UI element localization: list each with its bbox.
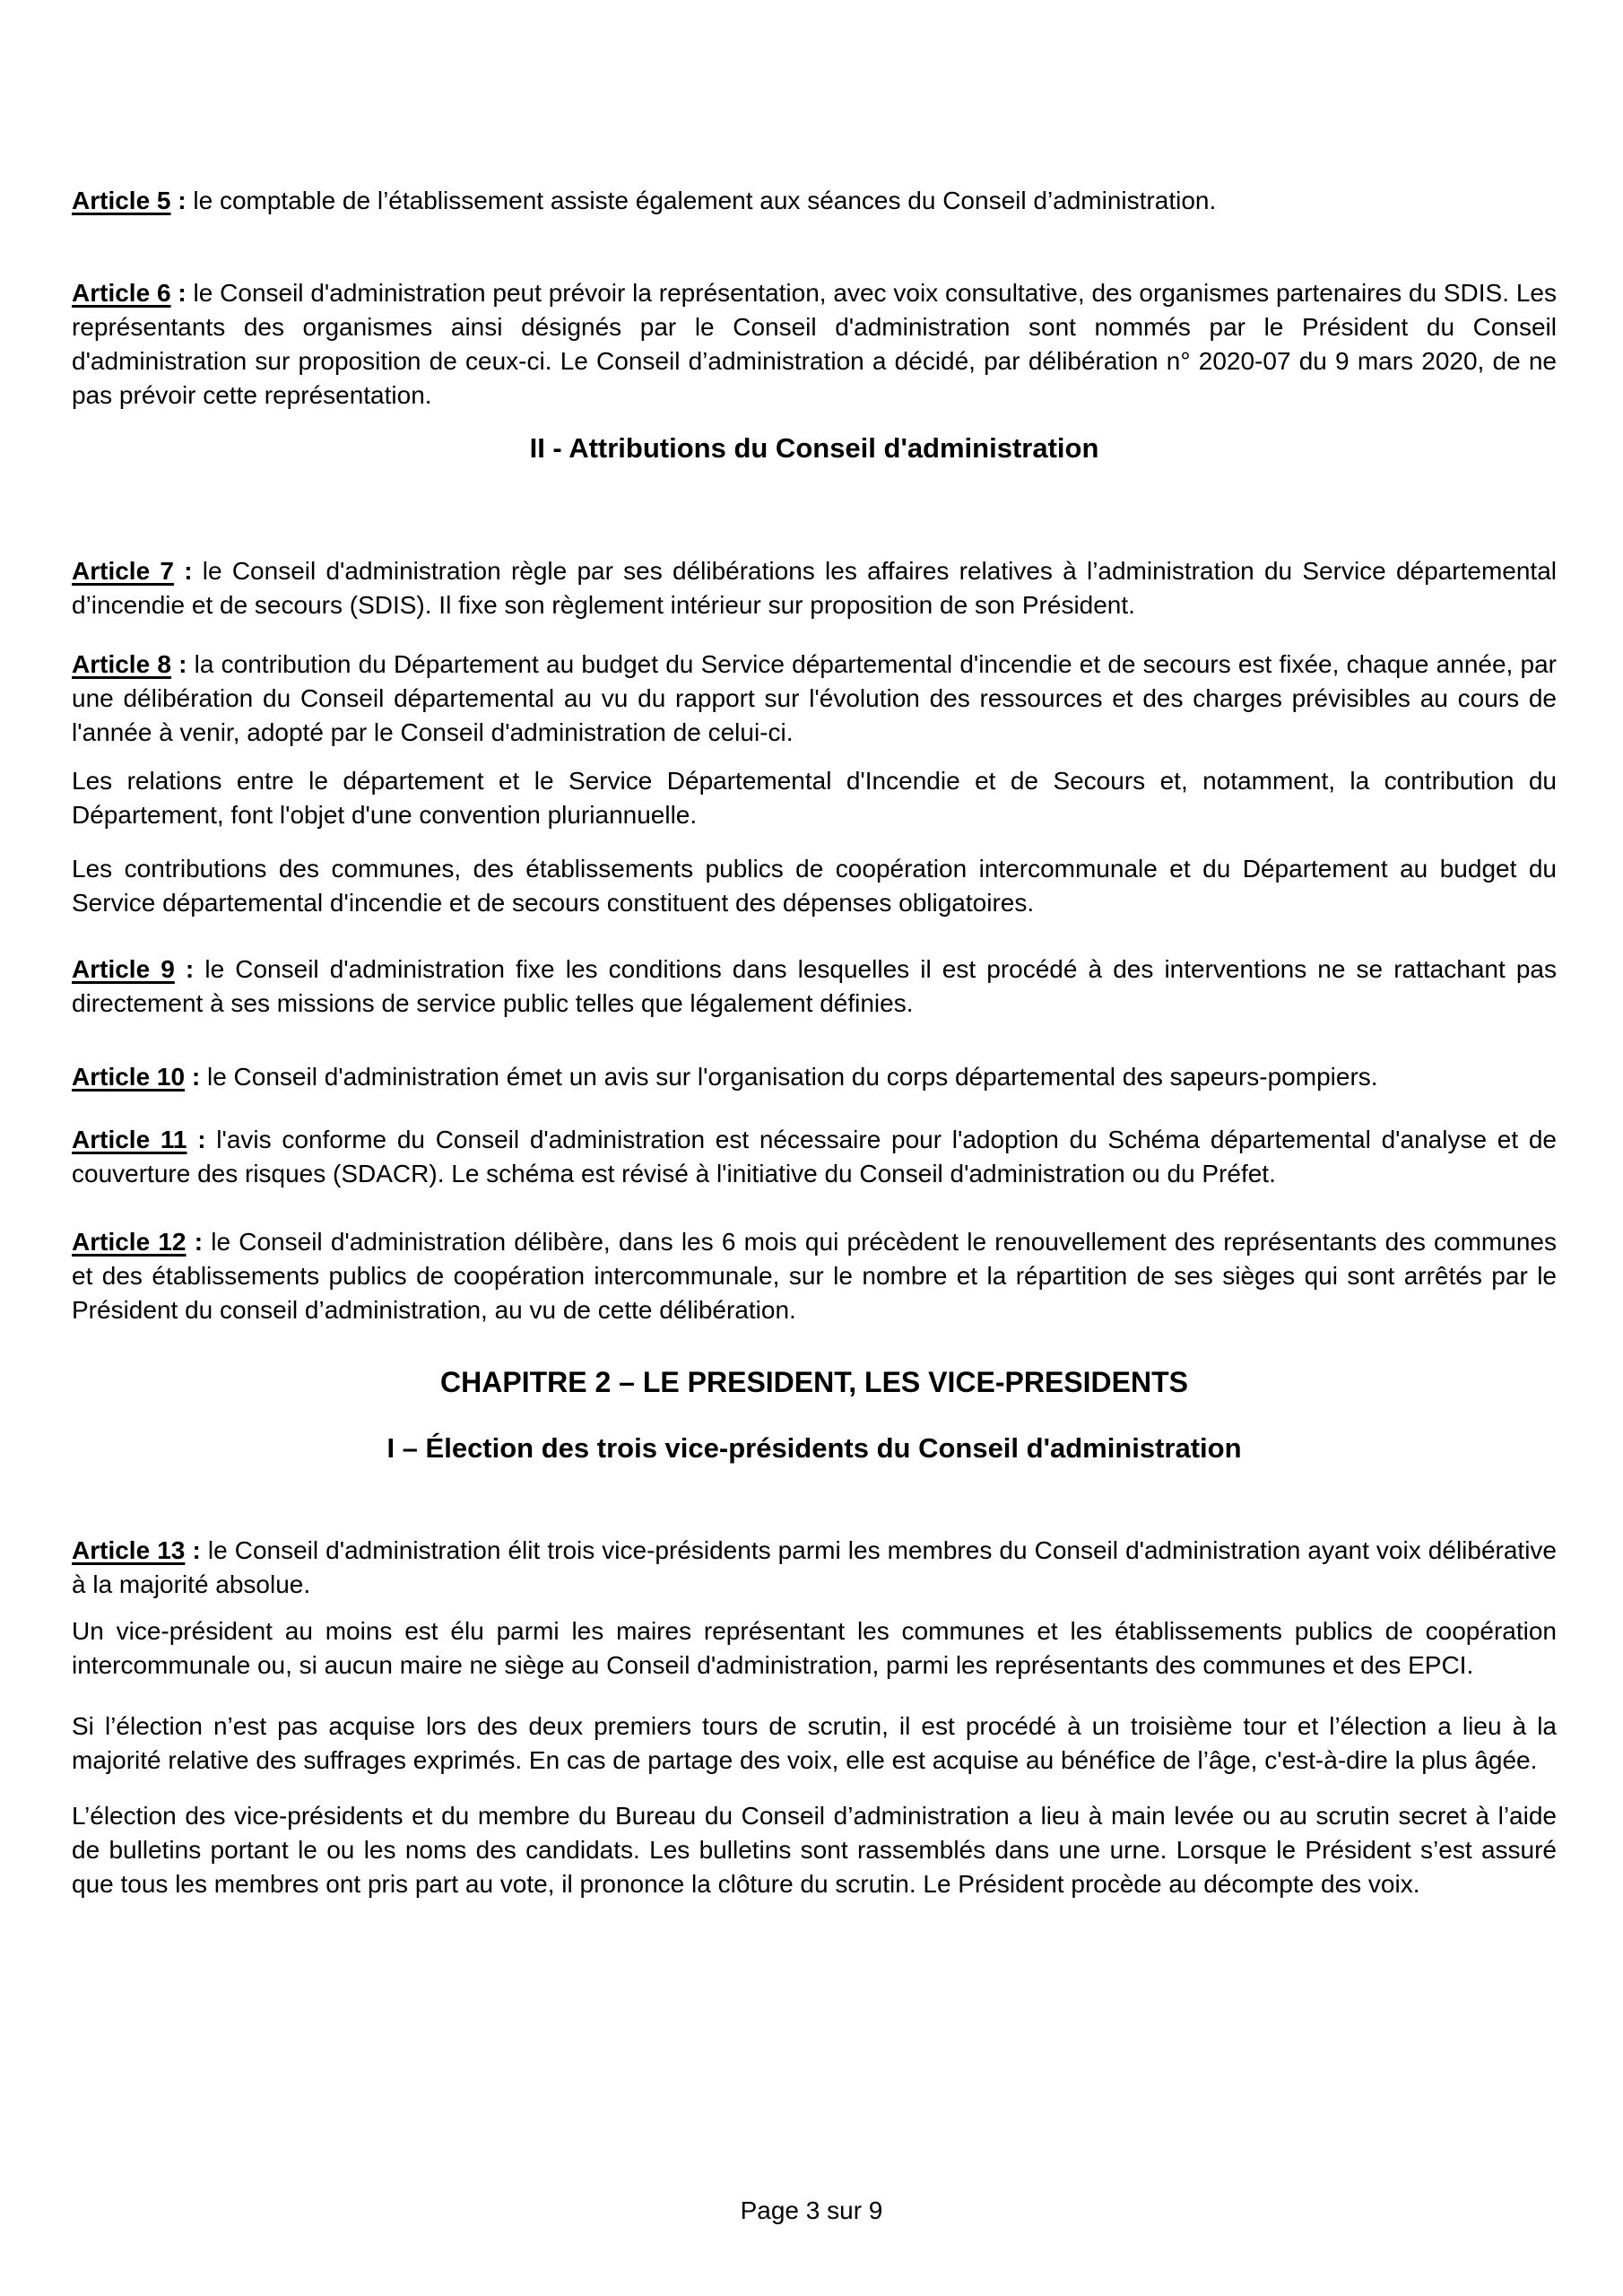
article-7-paragraph	[72, 554, 1557, 622]
heading-chapitre-2: CHAPITRE 2 – LE PRESIDENT, LES VICE-PRESIDENTS	[440, 1366, 1188, 1398]
article-8-text: la contribution du Département au budget du Service départemental d'incendie et de secours est fixée, chaque année, par une délibération du Conseil départemental au vu du rapport sur l'évolution des ressources et des charges prévisibles au cours de l'année à venir, adopté par le Conseil d'administration de celui-ci.	[72, 650, 1557, 746]
page-number: Page 3 sur 9	[740, 2196, 883, 2224]
article-8-paragraph	[72, 648, 1557, 750]
article-12-paragraph	[72, 1225, 1557, 1327]
article-13-paragraph	[72, 1534, 1557, 1602]
article-7-label: Article 7	[72, 557, 174, 585]
article-5-paragraph	[72, 184, 1557, 218]
article-7-text: le Conseil d'administration règle par ses délibérations les affaires relatives à l’administration du Service départemental d’incendie et de secours (SDIS). Il fixe son règlement intérieur sur proposition de son Président.	[72, 557, 1557, 619]
article-10-label: Article 10	[72, 1063, 186, 1091]
label-separator: :	[186, 1228, 212, 1256]
article-6-text: le Conseil d'administration peut prévoir la représentation, avec voix consultative, des organismes partenaires du SDIS. Les représentants des organismes ainsi désignés par le Conseil d'administration sont nommés par le Président du Conseil d'administration sur proposition de ceux-ci. Le Conseil d’administration a décidé, par délibération n° 2020-07 du 9 mars 2020, de ne pas prévoir cette représentation.	[72, 279, 1557, 409]
article-10-text: le Conseil d'administration émet un avis sur l'organisation du corps départemental des sapeurs-pompiers.	[206, 1063, 1378, 1091]
contributions-paragraph: Les contributions des communes, des établissements publics de coopération intercommunale et du Département au budget du Service départemental d'incendie et de secours constituent des dépenses obligatoires.	[72, 855, 1557, 917]
label-separator: :	[185, 1536, 208, 1564]
heading-election-vice-presidents: I – Élection des trois vice-présidents du Conseil d'administration	[386, 1432, 1242, 1464]
article-11-label: Article 11	[72, 1126, 187, 1153]
article-13-label: Article 13	[72, 1536, 186, 1564]
label-separator: :	[174, 955, 205, 983]
tours-scrutin-paragraph: Si l’élection n’est pas acquise lors des deux premiers tours de scrutin, il est procédé à un troisième tour et l’élection a lieu à la majorité relative des suffrages exprimés. En cas de partage des voix, elle est acquise au bénéfice de l’âge, c'est-à-dire la plus âgée.	[72, 1712, 1557, 1774]
document-content	[72, 0, 1557, 1901]
article-5-text: le comptable de l’établissement assiste également aux séances du Conseil d’administration.	[193, 187, 1217, 214]
vice-president-paragraph: Un vice-président au moins est élu parmi les maires représentant les communes et les établissements publics de coopération intercommunale ou, si aucun maire ne siège au Conseil d'administration, parmi les représentants des communes et des EPCI.	[72, 1617, 1557, 1679]
article-13-text: le Conseil d'administration élit trois vice-présidents parmi les membres du Conseil d'administration ayant voix délibérative à la majorité absolue.	[72, 1536, 1558, 1598]
label-separator: :	[173, 557, 203, 585]
article-8-label: Article 8	[72, 650, 171, 678]
article-9-paragraph	[72, 952, 1557, 1021]
article-9-text: le Conseil d'administration fixe les conditions dans lesquelles il est procédé à des interventions ne se rattachant pas directement à ses missions de service public telles que légalement définies.	[72, 955, 1557, 1017]
article-12-text: le Conseil d'administration délibère, dans les 6 mois qui précèdent le renouvellement des représentants des communes et des établissements publics de coopération intercommunale, sur le nombre et la répartition de ses sièges qui sont arrêtés par le Président du conseil d’administration, au vu de cette délibération.	[72, 1228, 1557, 1324]
article-6-label: Article 6	[72, 279, 171, 307]
article-9-label: Article 9	[72, 955, 175, 983]
label-separator: :	[185, 1063, 207, 1091]
label-separator: :	[170, 650, 195, 678]
label-separator: :	[187, 1126, 217, 1153]
article-6-paragraph	[72, 276, 1557, 413]
relations-paragraph: Les relations entre le département et le Service Départemental d'Incendie et de Secours et, notamment, la contribution du Département, font l'objet d'une convention pluriannuelle.	[72, 767, 1557, 829]
vote-paragraph: L’élection des vice-présidents et du membre du Bureau du Conseil d’administration a lieu à main levée ou au scrutin secret à l’aide de bulletins portant le ou les noms des candidats. Les bulletins sont rassemblés dans une urne. Lorsque le Président s’est assuré que tous les membres ont pris part au vote, il prononce la clôture du scrutin. Le Président procède au décompte des voix.	[72, 1802, 1557, 1898]
article-10-paragraph	[72, 1060, 1557, 1094]
label-separator: :	[170, 187, 194, 214]
label-separator: :	[170, 279, 194, 307]
article-5-label: Article 5	[72, 187, 171, 214]
article-12-label: Article 12	[72, 1228, 187, 1256]
article-11-paragraph	[72, 1123, 1557, 1191]
heading-attributions: II - Attributions du Conseil d'administration	[529, 432, 1099, 464]
article-11-text: l'avis conforme du Conseil d'administration est nécessaire pour l'adoption du Schéma départemental d'analyse et de couverture des risques (SDACR). Le schéma est révisé à l'initiative du Conseil d'administration ou du Préfet.	[72, 1126, 1557, 1187]
